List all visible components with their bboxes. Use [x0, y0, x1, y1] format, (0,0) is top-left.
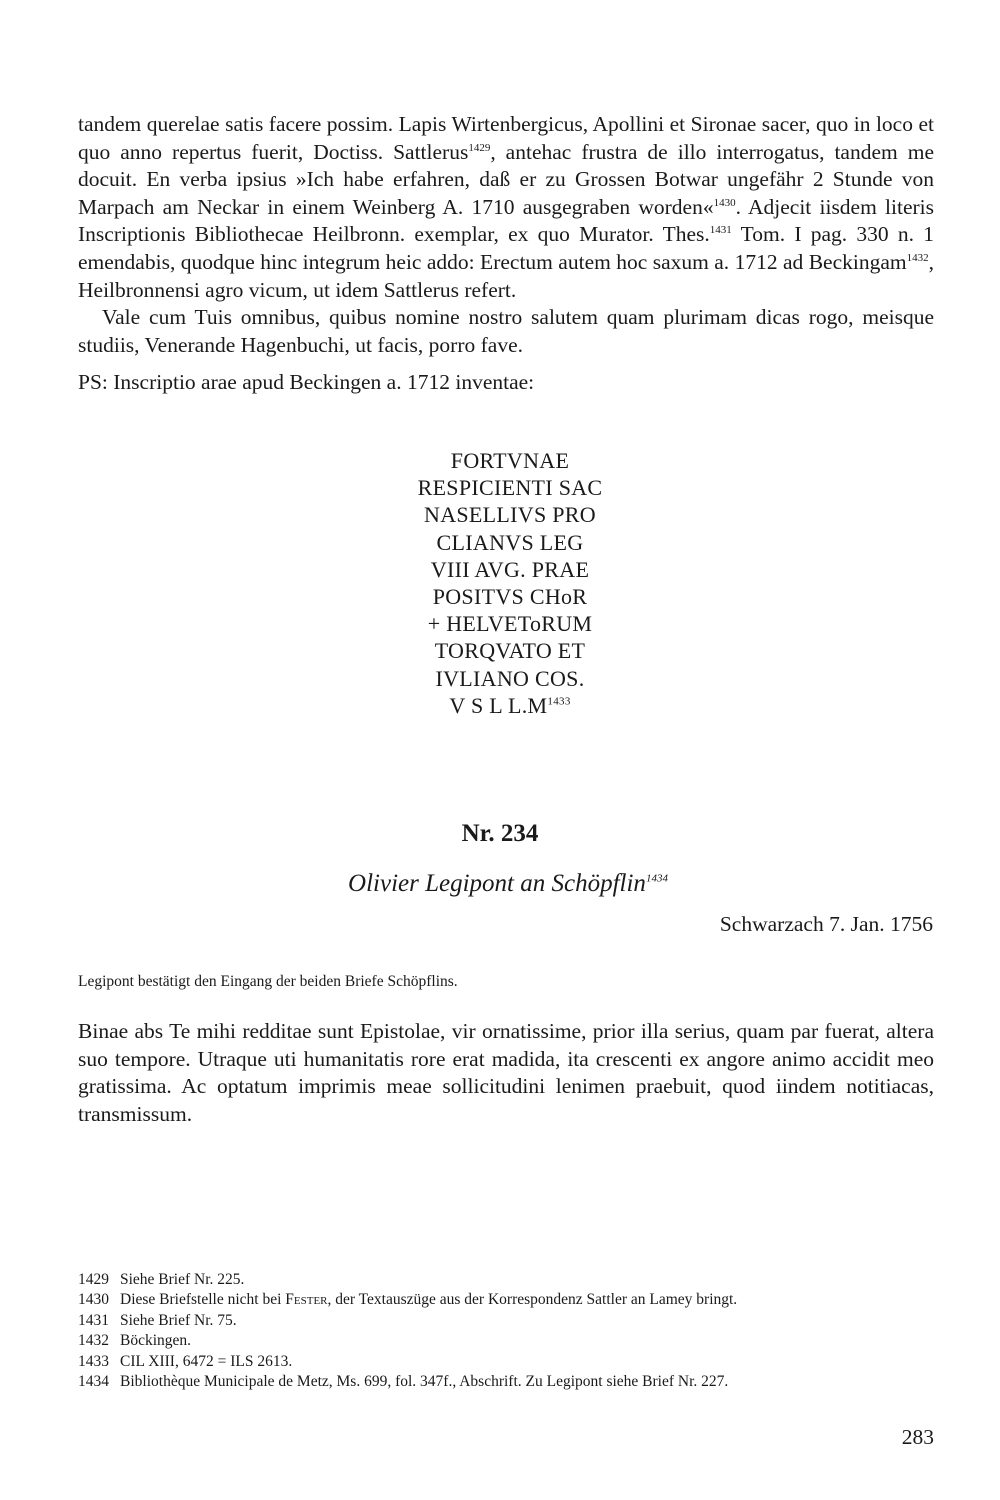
inscription-line: NASELLIVS PRO: [424, 502, 596, 528]
footnote-number: 1431: [78, 1311, 109, 1329]
inscription-line: IVLIANO COS.: [435, 665, 585, 691]
page-number: 283: [901, 1425, 934, 1449]
footnote-ref: 1429: [468, 141, 491, 154]
footnotes: [78, 1270, 938, 1392]
inscription-line: V S L $L.M^{1433}$: [449, 692, 571, 718]
footnote-number: 1429: [78, 1271, 109, 1288]
inscription-line: POSITVS CHoR: [432, 584, 588, 610]
footnote: 1430 Diese Briefstelle nicht bei Fester, der Textauszüge aus der Korrespondenz Sattler an Lamey bringt.: [78, 1290, 938, 1310]
letter-summary: Legipont bestätigt den Eingang der beiden Briefe Schöpflins.: [78, 973, 458, 990]
paragraph: tandem querelae satis facere possim. Lapis Wirtenbergicus, Apollini et Sironae sacer, quo in loco et quo anno repertus fuerit, Doctiss. Sattlerus$^{1429}$, antehac frustra de illo interrogatus, tandem me docuit. En verba ipsius »Ich habe erfahren, daß er zu Grossen Botwar ungefähr 2 Stunde von Marpach am Neckar in einem Weinberg A. 1710 ausgegraben worden«$^{1430}$. Adjecit iisdem literis Inscriptionis Bibliothecae Heilbronn. exemplar, ex quo Murator. Thes.$^{1431}$ Tom. I pag. 330 n. 1 emendabis, quodque hinc integrum heic addo: Erectum autem hoc saxum a. 1712 ad Beckingam$^{1432}$, Heilbronnensi agro vicum, ut idem Sattlerus refert.: [78, 112, 935, 302]
footnote-ref: 1431: [709, 224, 732, 237]
footnote: 1431 Siehe Brief Nr. 75.: [78, 1311, 938, 1331]
footnote-ref: 1432: [906, 251, 929, 264]
footnote-number: 1433: [78, 1352, 109, 1370]
inscription-line: VIII AVG. PRAE: [430, 556, 590, 582]
letter-number: Nr. 234: [461, 820, 539, 847]
footnote-ref: 1433: [547, 695, 571, 708]
dateline: Schwarzach 7. Jan. 1756: [719, 912, 933, 936]
footnote-number: 1432: [78, 1332, 109, 1350]
inscription-line: + HELVEToRUM: [427, 611, 593, 637]
footnote-ref: 1430: [713, 196, 736, 209]
footnote: 1432 Böckingen.: [78, 1331, 938, 1351]
footnote-number: 1434: [78, 1373, 109, 1391]
main-text: [78, 111, 934, 397]
footnote: 1433 CIL XIII, 6472 = ILS 2613.: [78, 1352, 938, 1372]
inscription-line: CLIANVS LEG: [436, 529, 584, 555]
footnote: 1429 Siehe Brief Nr. 225.: [78, 1270, 938, 1290]
footnote-ref: 1434: [645, 872, 668, 885]
letter-text: Binae abs Te mihi redditae sunt Epistolae, vir ornatissime, prior illa serius, quam par fuerat, altera suo tempore. Utraque uti humanitatis rore erat madida, ita crescenti ex angore animo accidit meo gratissima. Ac optatum imprimis meae sollicitudini lenimen praebuit, quod iindem notitiacas, transmissum.: [78, 1019, 934, 1126]
inscription: [340, 447, 680, 719]
footnote: 1434 Bibliothèque Municipale de Metz, Ms. 699, fol. 347f., Abschrift. Zu Legipont siehe Brief Nr. 227.: [78, 1372, 938, 1392]
closing-paragraph: Vale cum Tuis omnibus, quibus nomine nostro salutem quam plurimam dicas rogo, meisque studiis, Venerande Hagenbuchi, ut facis, porro fave.: [78, 305, 934, 357]
postscript: PS: Inscriptio arae apud Beckingen a. 1712 inventae:: [78, 370, 535, 395]
inscription-line: FORTVNAE: [450, 448, 570, 473]
inscription-line: RESPICIENTI SAC: [417, 475, 603, 501]
letter-title: Olivier Legipont an Schöpflin$^{1434}$: [348, 870, 668, 897]
inscription-line: TORQVATO ET: [434, 638, 586, 664]
footnote-number: 1430: [78, 1291, 109, 1309]
